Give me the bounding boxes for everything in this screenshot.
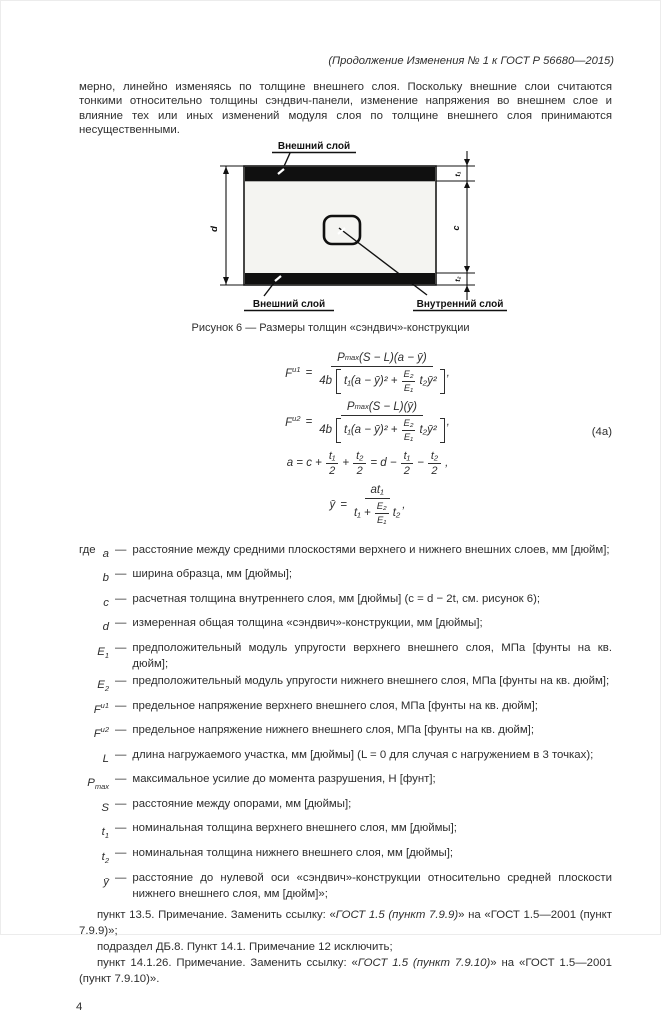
definitions-list [79,542,612,903]
formula-fu2: $F^{u2}$ = P max (S − L)(ȳ) 4b t₁(a − ȳ)² + $\frac{\text{E₂}}{\text{E₁}}$ t₂ȳ² , [285,400,450,443]
outer-layer-top-label: Внешний слой [277,140,351,152]
lhs: $F^{u2}$ [285,414,301,430]
page-header-title: (Продолжение Изменения № 1 к ГОСТ Р 56680—2015) [328,55,614,67]
definition-c: c — расчетная толщина внутреннего слоя, мм [дюймы] (c = d − 2t, см. рисунок 6); [103,592,541,609]
formula-fu1: $F^{u1}$ = P max (S − L)(a − ȳ) 4b t₁(a − ȳ)² + $\frac{\text{E₂}}{\text{E₁}}$ t₂ȳ² , [285,351,450,394]
dim-label-c: c [451,225,461,231]
arrowhead [464,181,470,188]
amendment-db8: подраздел ДБ.8. Пункт 14.1. Примечание 12 исключить; [97,940,393,953]
definition-e1: $E_1$ — предположительный модуль упругости верхнего внешнего слоя, МПа [фунты на кв. дюйм]; [97,641,612,671]
arrowhead [223,166,229,174]
amendment-13-5: пункт 13.5. Примечание. Заменить ссылку: «ГОСТ 1.5 (пункт 7.9.9)» на «ГОСТ 1.5—2001 (пункт 7.9.9)»; [79,908,612,937]
definition-b: b — ширина образца, мм [дюймы]; [102,568,293,584]
amendment-14-1-26: пункт 14.1.26. Примечание. Заменить ссылку: «ГОСТ 1.5 (пункт 7.9.10)» на «ГОСТ 1.5—2001 (пункт 7.9.10)». [79,956,612,985]
formula-ybar: ȳ = at₁ t₁ + $\frac{\text{E₂}}{\text{E₁}}$ t₂ , [329,483,406,526]
definition-s: S — расстояние между опорами, мм [дюймы]; [101,797,352,814]
dim-label-t2: t₂ [453,275,462,282]
outer-layer-bottom-label: Внешний слой [252,298,326,310]
equation-number: (4a) [591,425,612,438]
arrowhead [464,285,470,292]
where-label: где [79,543,96,556]
page-number: 4 [76,1000,83,1013]
outer-layer-top-band [245,166,435,181]
definition-fu1: $F^{u1}$ — предельное напряжение верхнего внешнего слоя, МПа [фунты на кв. дюйм]; [93,699,538,716]
arrowhead [464,266,470,273]
lhs: $F^{u1}$ [285,365,301,381]
dim-label-d: d [209,225,220,232]
arrowhead [223,277,229,285]
intro-paragraph: мерно, линейно изменяясь по толщине внешнего слоя. Поскольку внешние слои считаются тонкими относительно толщины сэндвич-панели, изменение напряжения во внешнем слое и влияние тех или иных изменений модуля слоя по толщине внешнего слоя принимаются несущественными. [79,81,612,137]
figure-caption: Рисунок 6 — Размеры толщин «сэндвич»-конструкции [191,321,470,334]
figure-6 [1,138,660,334]
definition-l: L — длина нагружаемого участка, мм [дюймы] (L = 0 для случая с нагружением в 3 точках); [102,748,594,765]
definition-pmax: $P_{max}$ — максимальное усилие до момента разрушения, Н [фунт]; [87,773,436,792]
definition-fu2: $F^{u2}$ — предельное напряжение нижнего внешнего слоя, МПа [фунты на кв. дюйм]; [93,724,535,740]
definition-t1: $t_1$ — номинальная толщина верхнего внешнего слоя, мм [дюймы]; [101,822,457,841]
definition-a: a — расстояние между средними плоскостями верхнего и нижнего внешних слоев, мм [дюйм]; [102,543,610,560]
definition-ybar: ȳ — расстояние до нулевой оси «сэндвич»-конструкции относительно средней плоскости нижнего внешнего слоя, мм [дюйм]»; [103,871,612,901]
arrowhead [464,159,470,166]
definition-d: d — измеренная общая толщина «сэндвич»-конструкции, мм [дюймы]; [102,617,483,634]
amendments-block [79,907,612,987]
inner-layer-label: Внутренний слой [416,298,504,310]
dim-label-t1: t₁ [453,171,462,177]
definition-e2: $E_2$ — предположительный модуль упругости нижнего внешнего слоя, МПа [фунты на кв. дюйм]; [97,674,610,694]
formula-a: a = c + $\frac{\text{t₁}}{2}$ + $\frac{\text{t₂}}{2}$ = d − $\frac{\text{t₁}}{2}$ − $\frac{\text{t₂}}{2}$ , [286,449,449,477]
formulas-block [79,352,612,526]
sandwich-diagram [184,138,524,314]
definition-t2: $t_2$ — номинальная толщина нижнего внешнего слоя, мм [дюймы]; [101,846,454,866]
